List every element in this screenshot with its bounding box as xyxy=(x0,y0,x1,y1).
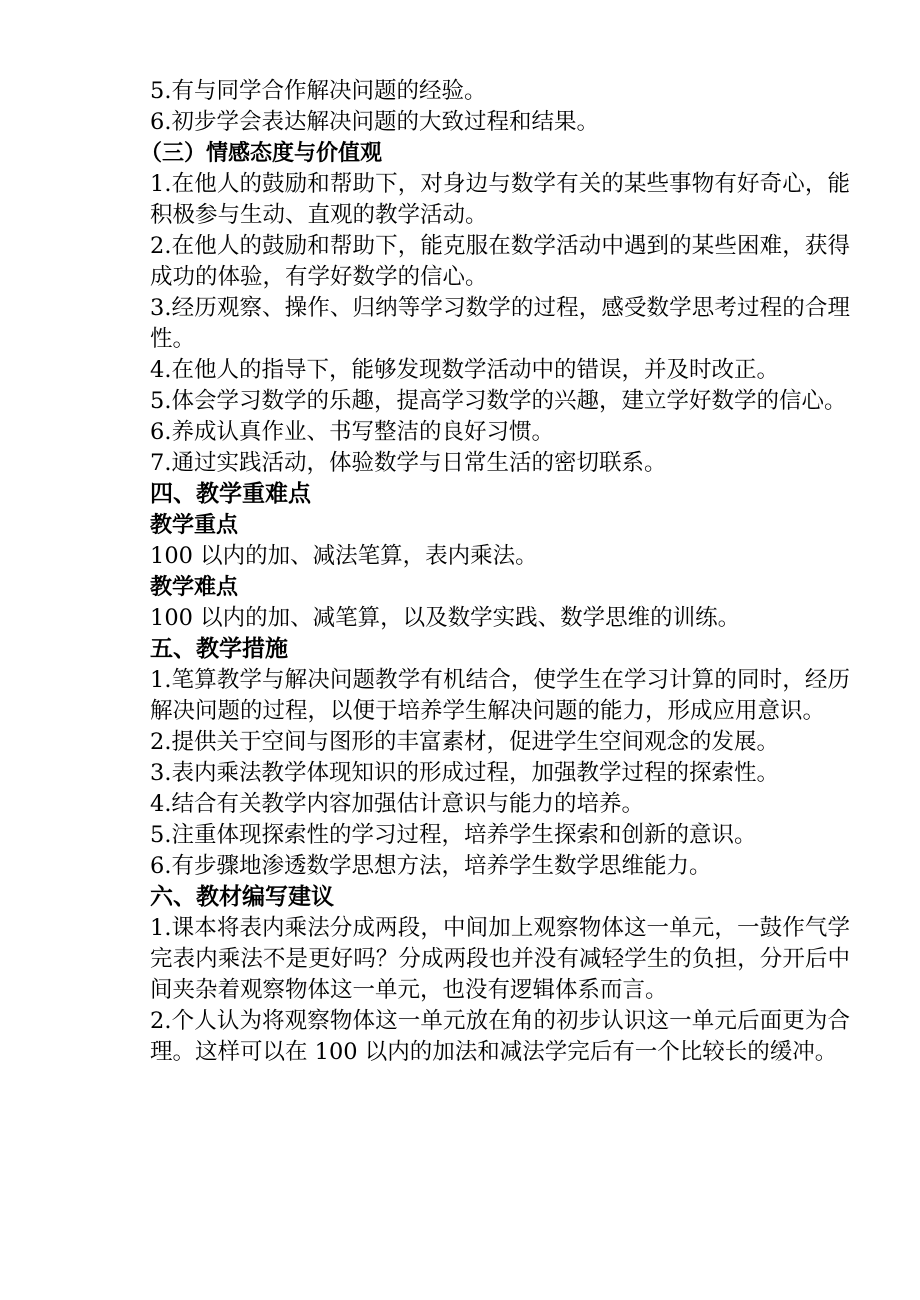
paragraph: 5.有与同学合作解决问题的经验。 xyxy=(150,78,487,104)
paragraph: 4.在他人的指导下，能够发现数学活动中的错误，并及时改正。 xyxy=(150,357,779,383)
paragraph: 1.课本将表内乘法分成两段，中间加上观察物体这一单元，一鼓作气学完表内乘法不是更好吗？分成两段也并没有减轻学生的负担，分开后中间夹杂着观察物体这一单元，也没有逻辑体系而言。 xyxy=(150,915,850,1003)
paragraph: 2.个人认为将观察物体这一单元放在角的初步认识这一单元后面更为合理。这样可以在 100 以内的加法和减法学完后有一个比较长的缓冲。 xyxy=(150,1008,850,1065)
paragraph: 4.结合有关教学内容加强估计意识与能力的培养。 xyxy=(150,791,644,817)
paragraph: 1.在他人的鼓励和帮助下，对身边与数学有关的某些事物有好奇心，能积极参与生动、直观的教学活动。 xyxy=(150,171,850,228)
paragraph: 2.提供关于空间与图形的丰富素材，促进学生空间观念的发展。 xyxy=(150,729,779,755)
section-heading: 五、教学措施 xyxy=(150,636,288,662)
section-heading: 六、教材编写建议 xyxy=(150,884,334,910)
paragraph: 1.笔算教学与解决问题教学有机结合，使学生在学习计算的同时，经历解决问题的过程，以便于培养学生解决问题的能力，形成应用意识。 xyxy=(150,667,850,724)
paragraph: 5.注重体现探索性的学习过程，培养学生探索和创新的意识。 xyxy=(150,822,757,848)
paragraph: 6.养成认真作业、书写整洁的良好习惯。 xyxy=(150,419,554,445)
minor-heading: 教学重点 xyxy=(150,513,239,538)
paragraph: 100 以内的加、减法笔算，表内乘法。 xyxy=(150,543,538,569)
paragraph: 7.通过实践活动，体验数学与日常生活的密切联系。 xyxy=(150,450,667,476)
subsection-heading: （三）情感态度与价值观 xyxy=(140,141,383,166)
minor-heading: 教学难点 xyxy=(150,575,239,600)
paragraph: 5.体会学习数学的乐趣，提高学习数学的兴趣，建立学好数学的信心。 xyxy=(150,388,847,414)
paragraph: 3.表内乘法教学体现知识的形成过程，加强教学过程的探索性。 xyxy=(150,760,779,786)
paragraph: 100 以内的加、减笔算，以及数学实践、数学思维的训练。 xyxy=(150,605,741,631)
paragraph: 2.在他人的鼓励和帮助下，能克服在数学活动中遇到的某些困难，获得成功的体验，有学好数学的信心。 xyxy=(150,233,850,290)
document-page xyxy=(140,76,850,1068)
paragraph: 6.初步学会表达解决问题的大致过程和结果。 xyxy=(150,109,599,135)
paragraph: 6.有步骤地渗透数学思想方法，培养学生数学思维能力。 xyxy=(150,853,712,879)
section-heading: 四、教学重难点 xyxy=(150,481,311,507)
paragraph: 3.经历观察、操作、归纳等学习数学的过程，感受数学思考过程的合理性。 xyxy=(150,295,850,352)
